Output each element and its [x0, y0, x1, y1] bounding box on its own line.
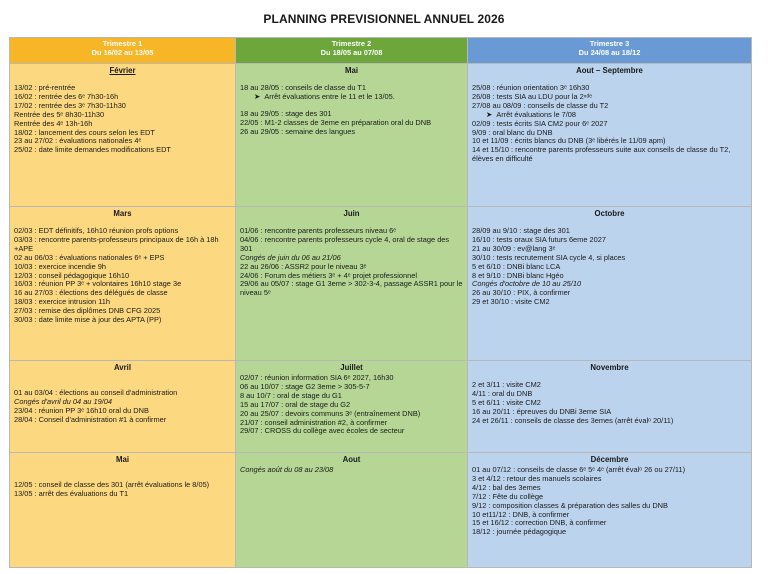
event-line: 9/09 : oral blanc du DNB — [472, 127, 553, 137]
event-line: 29/06 au 05/07 : stage G1 3eme > 302-3-4, passage ASSR1 pour le niveau 5ᵉ — [240, 279, 463, 298]
event-line: 16/10 : tests oraux SIA futurs 6eme 2027 — [472, 234, 606, 244]
event-line: 25/08 : réunion orientation 3ᵉ 16h30 — [472, 83, 590, 92]
event-line: 17/02 : rentrée des 3ᵉ 7h30-11h30 — [14, 100, 126, 110]
month-cell-mai-t1 — [10, 453, 236, 568]
event-line: 24/06 : Forum des métiers 3ᵉ + 4ᵉ projet professionnel — [240, 270, 418, 280]
trimester-header-row — [10, 38, 752, 64]
event-line: 16 au 20/11 : épreuves du DNBi 3eme SIA — [472, 406, 612, 416]
note-line — [240, 93, 463, 102]
event-line: 14 et 15/10 : rencontre parents professeurs suite aux conseils de classe du T2, élèves en difficulté — [472, 145, 731, 164]
month-title-novembre: Novembre — [590, 363, 629, 372]
month-cell-mai-t2 — [236, 64, 468, 207]
month-cell-juillet — [236, 361, 468, 453]
trimester-1-name: Trimestre 1 — [102, 39, 143, 48]
trimester-3-dates: Du 24/08 au 18/12 — [578, 47, 641, 57]
holiday-line: Congés d'octobre de 10 au 25/10 — [472, 279, 582, 289]
page-title: PLANNING PREVISIONNEL ANNUEL 2026 — [263, 12, 505, 26]
month-title-mai-t1: Mai — [116, 455, 129, 464]
month-cell-aout — [236, 453, 468, 568]
trimester-3-header — [468, 38, 752, 64]
event-line: 5 et 6/10 : DNBi blanc LCA — [472, 261, 561, 271]
event-line: 29/07 : CROSS du collège avec écoles de secteur — [240, 426, 405, 436]
event-line: 30/03 : date limite mise à jour des APTA (PP) — [14, 315, 162, 325]
event-line: 06 au 10/07 : stage G2 3eme > 305-5-7 — [240, 381, 370, 391]
month-cell-novembre — [468, 361, 752, 453]
note-text: Arrêt évaluations le 7/08 — [496, 109, 577, 119]
event-line: 01 au 03/04 : élections au conseil d'administration — [14, 388, 178, 397]
event-line: 03/03 : rencontre parents-professeurs principaux de 16h à 18h +APE — [14, 234, 219, 253]
event-line: 21 au 30/09 : ev@lang 3ᵉ — [472, 243, 556, 253]
event-line: 15 au 17/07 : oral de stage du G2 — [240, 399, 351, 409]
event-line: 26 au 30/10 : PIX, à confirmer — [472, 288, 571, 298]
event-line: 16/02 : rentrée des 6ᵉ 7h30-16h — [14, 91, 119, 101]
event-line: 28/09 au 9/10 : stage des 301 — [472, 226, 570, 235]
trimester-1-header — [10, 38, 236, 64]
arrow-bullet-icon: ➤ — [486, 109, 493, 119]
month-title-fevrier: Février — [109, 66, 136, 75]
month-title-avril: Avril — [113, 363, 132, 372]
holiday-line: Congés août du 08 au 23/08 — [240, 465, 334, 474]
note-text: Arrêt évaluations entre le 11 et le 13/05. — [264, 91, 395, 101]
event-line: Rentrée des 5ᵉ 8h30-11h30 — [14, 109, 105, 119]
event-line: 16 au 27/03 : élections des délégués de classe — [14, 288, 168, 298]
event-line: 9/12 : composition classes & préparation des salles du DNB — [472, 500, 668, 510]
event-line: Rentrée des 4ᵉ 13h-16h — [14, 118, 93, 128]
event-line: 04/06 : rencontre parents professeurs cycle 4, oral de stage des 301 — [240, 234, 450, 253]
event-line: 16/03 : réunion PP 3ᵉ + volontaires 16h10 stage 3e — [14, 279, 182, 289]
trimester-2-name: Trimestre 2 — [331, 39, 372, 48]
event-line: 18/02 : lancement des cours selon les EDT — [14, 127, 155, 137]
month-cell-decembre — [468, 453, 752, 568]
event-line: 30/10 : tests recrutement SIA cycle 4, si places — [472, 252, 626, 262]
month-row-3 — [10, 361, 752, 453]
event-line: 18 au 29/05 : stage des 301 — [240, 108, 332, 118]
event-line: 10 et11/12 : DNB, à confirmer — [472, 509, 570, 519]
holiday-line: Congés de juin du 06 au 21/06 — [240, 252, 341, 262]
event-line: 29 et 30/10 : visite CM2 — [472, 297, 550, 307]
month-cell-avril — [10, 361, 236, 453]
event-line: 4/12 : bal des 3emes — [472, 482, 541, 492]
event-line: 10/03 : exercice incendie 9h — [14, 261, 107, 271]
event-line: 18 au 28/05 : conseils de classe du T1 — [240, 83, 366, 92]
event-line: 3 et 4/12 : retour des manuels scolaires — [472, 473, 602, 483]
month-row-1 — [10, 64, 752, 207]
event-line: 28/04 : Conseil d'administration #1 à confirmer — [14, 414, 167, 424]
event-line: 4/11 : oral du DNB — [472, 388, 533, 398]
month-title-aout: Aout — [342, 455, 361, 464]
event-line: 27/03 : remise des diplômes DNB CFG 2025 — [14, 306, 161, 316]
event-line: 8 au 10/7 : oral de stage du G1 — [240, 390, 342, 400]
event-line: 02 au 06/03 : évaluations nationales 6ᵉ + EPS — [14, 252, 165, 262]
planning-table — [9, 37, 752, 568]
event-line: 13/02 : pré-rentrée — [14, 83, 76, 92]
event-line: 21/07 : conseil administration #2, à confirmer — [240, 417, 388, 427]
month-cell-juin — [236, 207, 468, 361]
event-line: 23 au 27/02 : évaluations nationales 4ᵉ — [14, 136, 142, 146]
trimester-2-header — [236, 38, 468, 64]
trimester-3-name: Trimestre 3 — [589, 39, 630, 48]
trimester-1-dates: Du 16/02 au 13/05 — [91, 47, 154, 57]
event-line: 01 au 07/12 : conseils de classe 6ᵉ 5ᵉ 4ᵉ (arrêt évalᵒ 26 ou 27/11) — [472, 465, 686, 474]
month-title-juin: Juin — [343, 209, 360, 218]
event-line: 26/08 : tests SIA au LDU pour la 2ⁿᵈᵉ — [472, 91, 592, 101]
event-line: 13/05 : arrêt des évaluations du T1 — [14, 488, 129, 498]
fevrier-events — [14, 84, 231, 155]
event-line: 20 au 25/07 : devoirs communs 3ᵉ (entraînement DNB) — [240, 408, 421, 418]
month-cell-aout-septembre — [468, 64, 752, 207]
event-line: 18/12 : journée pédagogique — [472, 527, 567, 537]
month-title-decembre: Décembre — [590, 455, 629, 464]
event-line: 27/08 au 08/09 : conseils de classe du T2 — [472, 100, 609, 110]
month-title-mai-t2: Mai — [345, 66, 358, 75]
event-line: 23/04 : réunion PP 3ᵉ 16h10 oral du DNB — [14, 405, 149, 415]
event-line: 5 et 6/11 : visite CM2 — [472, 397, 541, 407]
event-line: 26 au 29/05 : semaine des langues — [240, 126, 356, 136]
month-row-2 — [10, 207, 752, 361]
event-line: 8 et 9/10 : DNBi blanc Hgéo — [472, 270, 564, 280]
event-line: 24 et 26/11 : conseils de classe des 3emes (arrêt évalᵒ 20/11) — [472, 415, 674, 425]
month-title-octobre: Octobre — [594, 209, 625, 218]
event-line: 01/06 : rencontre parents professeurs niveau 6ᵉ — [240, 226, 396, 235]
month-title-mars: Mars — [113, 209, 132, 218]
month-row-4 — [10, 453, 752, 568]
trimester-2-dates: Du 18/05 au 07/08 — [320, 47, 383, 57]
event-line: 22 au 26/06 : ASSR2 pour le niveau 3ᵉ — [240, 261, 367, 271]
month-title-aout-septembre: Aout – Septembre — [576, 66, 643, 75]
month-title-juillet: Juillet — [340, 363, 363, 372]
arrow-bullet-icon: ➤ — [254, 91, 261, 101]
holiday-line: Congés d'avril du 04 au 19/04 — [14, 396, 112, 406]
event-line: 22/05 : M1-2 classes de 3eme en préparation oral du DNB — [240, 117, 432, 127]
event-line: 18/03 : exercice intrusion 11h — [14, 297, 110, 307]
month-cell-octobre — [468, 207, 752, 361]
month-cell-mars — [10, 207, 236, 361]
event-line: 7/12 : Fête du collège — [472, 491, 544, 501]
event-line: 15 et 16/12 : correction DNB, à confirmer — [472, 518, 607, 528]
month-cell-fevrier — [10, 64, 236, 207]
event-line: 02/03 : EDT définitifs, 16h10 réunion profs options — [14, 226, 179, 235]
event-line: 02/07 : réunion information SIA 6ᵉ 2027, 16h30 — [240, 373, 394, 382]
event-line: 12/03 : conseil pédagogique 16h10 — [14, 270, 130, 280]
event-line: 25/02 : date limite demandes modifications EDT — [14, 145, 171, 155]
event-line: 12/05 : conseil de classe des 301 (arrêt évaluations le 8/05) — [14, 480, 210, 489]
event-line: 10 et 11/09 : écrits blancs du DNB (3ᵉ libérés le 11/09 apm) — [472, 136, 666, 146]
event-line: 02/09 : tests écrits SIA CM2 pour 6ᵉ 2027 — [472, 118, 608, 128]
event-line: 2 et 3/11 : visite CM2 — [472, 380, 541, 389]
